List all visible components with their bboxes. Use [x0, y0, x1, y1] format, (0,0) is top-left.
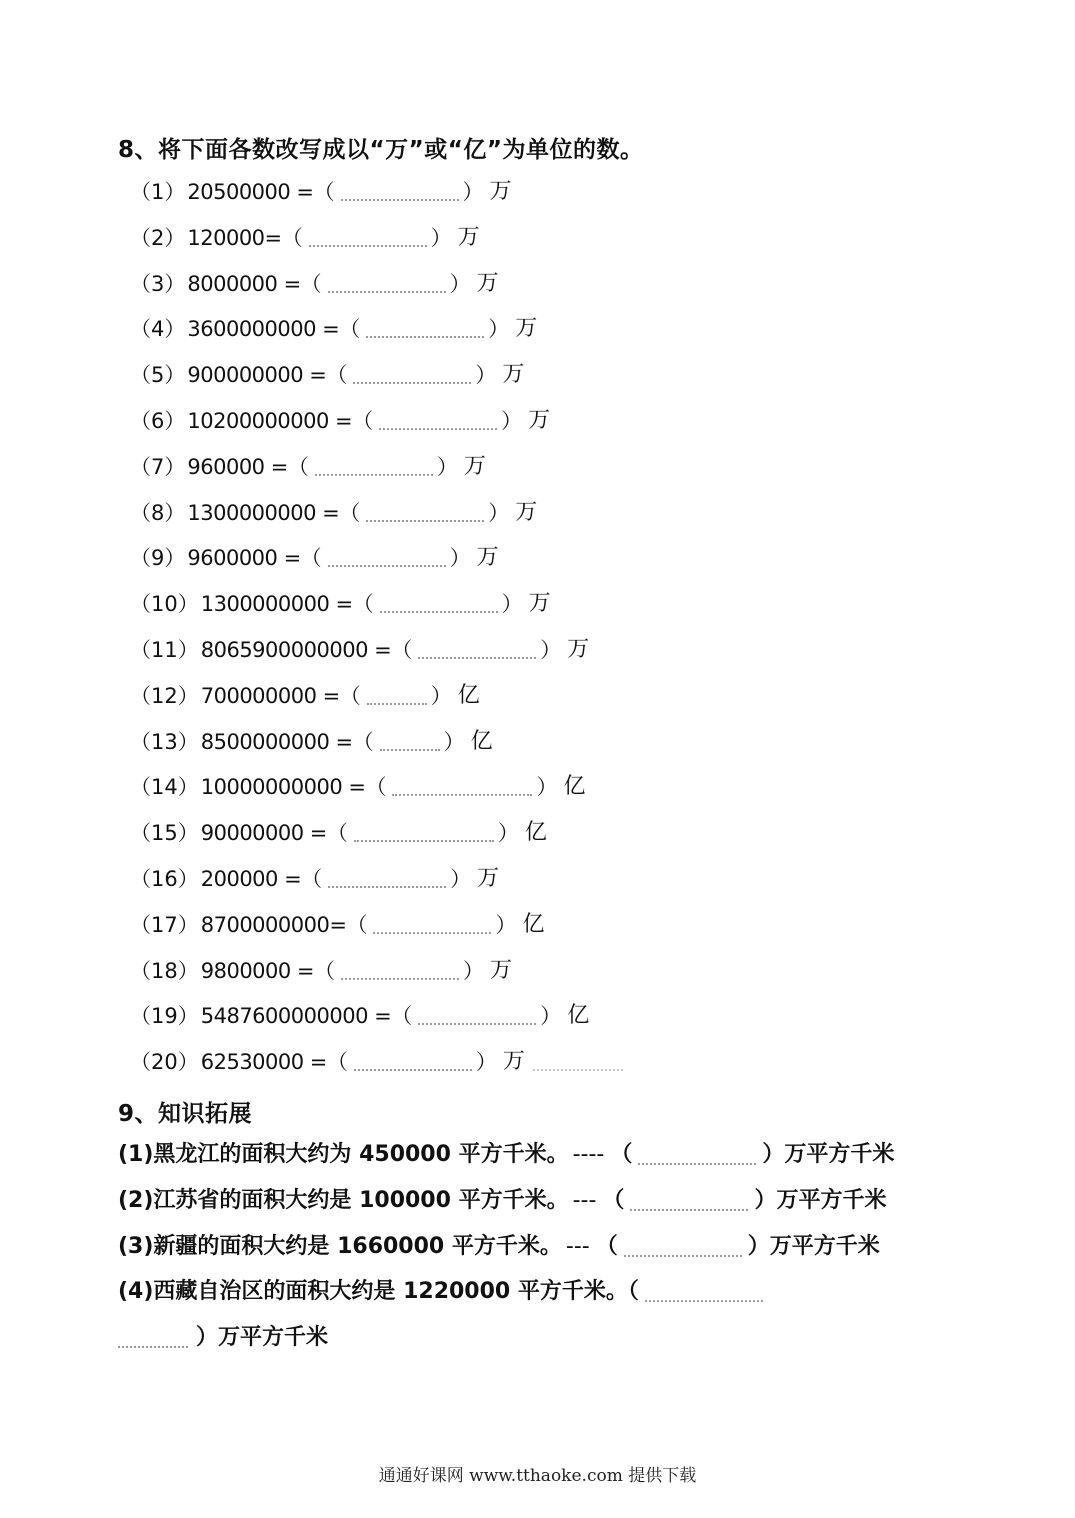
open-paren: （ [352, 408, 374, 433]
exercise-expression: 8000000 = [187, 271, 301, 296]
open-paren: （ [602, 1187, 625, 1213]
close-paren: ） [501, 592, 523, 617]
exercise-number: （3） [130, 271, 186, 296]
exercise-number: （13） [130, 729, 199, 754]
exercise-row [130, 727, 623, 773]
exercise-expression: 1300000000 = [200, 592, 353, 617]
answer-blank[interactable] [418, 1001, 536, 1025]
exercise-number: （7） [130, 454, 186, 479]
answer-blank-continued[interactable] [118, 1324, 188, 1348]
answer-blank[interactable] [392, 772, 532, 796]
unit-label: 万 [515, 499, 538, 525]
open-paren: （ [339, 500, 361, 525]
exercise-row [130, 543, 623, 589]
exercise-row [130, 818, 623, 864]
close-paren: ） [488, 317, 510, 342]
close-paren: ） [762, 1142, 785, 1167]
answer-blank[interactable] [315, 452, 433, 476]
answer-blank[interactable] [328, 864, 446, 888]
exercise-expression: 700000000 = [200, 683, 340, 708]
exercise-row [130, 635, 623, 681]
answer-blank[interactable] [645, 1278, 763, 1302]
extension-text: (4)西藏自治区的面积大约是 1220000 平方千米。 [118, 1279, 628, 1305]
open-paren: （ [313, 180, 335, 204]
answer-blank[interactable] [341, 177, 459, 201]
exercise-expression: 1300000000 = [187, 500, 340, 525]
exercise-row [130, 452, 623, 498]
close-paren: ） [436, 454, 458, 479]
exercise-number: （6） [130, 408, 186, 433]
extension-list [118, 1140, 894, 1365]
exercise-number: （8） [130, 500, 186, 525]
extension-item [118, 1186, 894, 1232]
exercise-number: （2） [130, 225, 186, 250]
open-paren: （ [352, 729, 374, 754]
exercise-row [130, 772, 623, 818]
answer-blank[interactable] [418, 635, 536, 659]
exercise-expression: 8500000000 = [200, 729, 353, 754]
unit-label: 万 [489, 179, 512, 204]
exercise-expression: 900000000 = [187, 363, 327, 388]
answer-blank[interactable] [328, 269, 446, 293]
exercise-number: （14） [130, 775, 199, 800]
close-paren: ） [443, 729, 465, 754]
unit-label: 亿 [457, 682, 480, 708]
exercise-expression: 9800000 = [200, 958, 315, 983]
dash-line: --- [572, 1187, 597, 1213]
extension-text: (1)黑龙江的面积大约为 450000 平方千米。 [118, 1142, 569, 1167]
open-paren: （ [300, 546, 322, 571]
answer-blank[interactable] [309, 223, 427, 247]
close-paren: ） [430, 225, 452, 250]
close-paren: ） [462, 180, 484, 204]
answer-blank[interactable] [380, 727, 440, 751]
unit-label: 万 [457, 224, 480, 250]
extension-item [118, 1277, 894, 1323]
unit-label: 亿 [470, 728, 493, 754]
exercise-expression: 20500000 = [187, 180, 314, 204]
open-paren: （ [314, 958, 336, 983]
answer-blank[interactable] [638, 1141, 756, 1165]
answer-blank[interactable] [379, 406, 497, 430]
close-paren: ） [497, 821, 519, 846]
answer-blank[interactable] [328, 543, 446, 567]
unit-label: 万 [515, 316, 538, 342]
exercise-expression: 5487600000000 = [200, 1004, 392, 1029]
exercise-row [130, 589, 623, 635]
close-paren: ） [536, 775, 558, 800]
open-paren: （ [610, 1142, 633, 1167]
unit-label: 万 [477, 865, 500, 891]
exercise-number: （16） [130, 866, 199, 891]
close-paren: ） [450, 866, 472, 891]
exercise-row [130, 1001, 623, 1047]
exercise-row [130, 269, 623, 315]
exercise-number: （4） [130, 317, 186, 342]
answer-blank[interactable] [380, 589, 498, 613]
open-paren: （ [391, 1004, 413, 1029]
exercise-number: （11） [130, 637, 199, 662]
exercise-row [130, 177, 623, 223]
exercise-number: （10） [130, 592, 199, 617]
exercise-expression: 9600000 = [187, 546, 301, 571]
exercise-number: （19） [130, 1004, 199, 1029]
unit-label: 万平方千米 [776, 1187, 887, 1213]
open-paren: （ [339, 317, 361, 342]
close-paren: ） [540, 1004, 562, 1029]
open-paren: （ [391, 637, 413, 662]
exercise-expression: 10000000000 = [200, 775, 366, 800]
exercise-number: （9） [130, 546, 186, 571]
close-paren: ） [540, 637, 562, 662]
open-paren: （ [326, 363, 348, 388]
dash-line: --- [565, 1233, 590, 1259]
close-paren: ） [747, 1233, 770, 1259]
unit-label: 亿 [563, 774, 586, 800]
exercise-expression: 3600000000 = [187, 317, 340, 342]
open-paren: （ [346, 912, 368, 937]
open-paren: （ [595, 1233, 618, 1259]
exercise-number: （5） [130, 363, 186, 388]
exercise-list [130, 177, 623, 1093]
unit-label: 万 [490, 957, 513, 983]
extension-text: (2)江苏省的面积大约是 100000 平方千米。 [118, 1187, 569, 1213]
close-paren: ） [488, 500, 510, 525]
close-paren: ） [475, 1050, 497, 1075]
section-9-title: 9、知识拓展 [118, 1101, 253, 1127]
open-paren: （ [339, 683, 361, 708]
answer-blank[interactable] [367, 681, 427, 705]
answer-blank[interactable] [354, 818, 494, 842]
exercise-expression: 90000000 = [200, 821, 327, 846]
unit-label: 亿 [567, 1003, 590, 1029]
unit-label: 亿 [524, 820, 547, 846]
open-paren: （ [326, 821, 348, 846]
close-paren: ） [463, 958, 485, 983]
footer-credit: 通通好课网 www.tthaoke.com 提供下载 [378, 1466, 697, 1486]
answer-blank[interactable] [354, 1047, 472, 1071]
trailing-dots [533, 1047, 623, 1071]
open-paren: （ [300, 271, 322, 296]
extension-item [118, 1140, 894, 1186]
extension-text: (3)新疆的面积大约是 1660000 平方千米。 [118, 1233, 562, 1259]
section-8-title: 8、将下面各数改写成以“万”或“亿”为单位的数。 [118, 137, 644, 163]
extension-item [118, 1232, 894, 1278]
exercise-row [130, 1047, 623, 1093]
unit-label: 万 [476, 270, 499, 296]
exercise-row [130, 360, 623, 406]
close-paren: ） [449, 546, 471, 571]
close-paren: ） [495, 912, 517, 937]
exercise-expression: 8065900000000 = [200, 637, 392, 662]
close-paren: ） [196, 1325, 219, 1351]
exercise-row [130, 681, 623, 727]
answer-blank[interactable] [366, 314, 484, 338]
answer-blank[interactable] [624, 1233, 742, 1257]
close-paren: ） [449, 271, 471, 296]
unit-label: 万 [502, 1049, 525, 1075]
unit-label: 亿 [522, 911, 545, 937]
exercise-number: （18） [130, 958, 199, 983]
exercise-row [130, 956, 623, 1002]
close-paren: ） [754, 1187, 777, 1213]
unit-label: 万平方千米 [784, 1142, 895, 1167]
answer-blank[interactable] [373, 910, 491, 934]
answer-blank[interactable] [630, 1187, 748, 1211]
unit-label: 万 [528, 407, 551, 433]
extension-item-continuation [118, 1323, 894, 1365]
answer-blank[interactable] [353, 360, 471, 384]
open-paren: （ [352, 592, 374, 617]
unit-label: 万 [567, 636, 590, 662]
unit-label: 万 [463, 453, 486, 479]
exercise-row [130, 223, 623, 269]
close-paren: ） [430, 683, 452, 708]
exercise-row [130, 314, 623, 360]
exercise-expression: 8700000000= [200, 912, 347, 937]
exercise-row [130, 498, 623, 544]
exercise-expression: 10200000000 = [187, 408, 353, 433]
open-paren: （ [365, 775, 387, 800]
open-paren: （ [326, 1050, 348, 1075]
dash-line: ---- [572, 1142, 605, 1167]
open-paren: （ [301, 866, 323, 891]
open-paren: （ [281, 225, 303, 250]
unit-label: 万 [528, 591, 551, 617]
exercise-expression: 200000 = [200, 866, 302, 891]
unit-label: 万 [476, 545, 499, 571]
open-paren: （ [627, 1279, 639, 1305]
unit-label: 万平方千米 [218, 1325, 329, 1351]
close-paren: ） [501, 408, 523, 433]
exercise-number: （15） [130, 821, 199, 846]
exercise-number: （20） [130, 1050, 199, 1075]
exercise-expression: 960000 = [187, 454, 288, 479]
exercise-expression: 120000= [187, 225, 282, 250]
exercise-row [130, 910, 623, 956]
unit-label: 万平方千米 [769, 1233, 880, 1259]
exercise-number: （1） [130, 180, 186, 204]
exercise-row [130, 864, 623, 910]
exercise-row [130, 406, 623, 452]
exercise-expression: 62530000 = [200, 1050, 327, 1075]
unit-label: 万 [502, 362, 525, 388]
open-paren: （ [287, 454, 309, 479]
close-paren: ） [475, 363, 497, 388]
exercise-number: （17） [130, 912, 199, 937]
exercise-number: （12） [130, 683, 199, 708]
answer-blank[interactable] [341, 956, 459, 980]
answer-blank[interactable] [366, 498, 484, 522]
